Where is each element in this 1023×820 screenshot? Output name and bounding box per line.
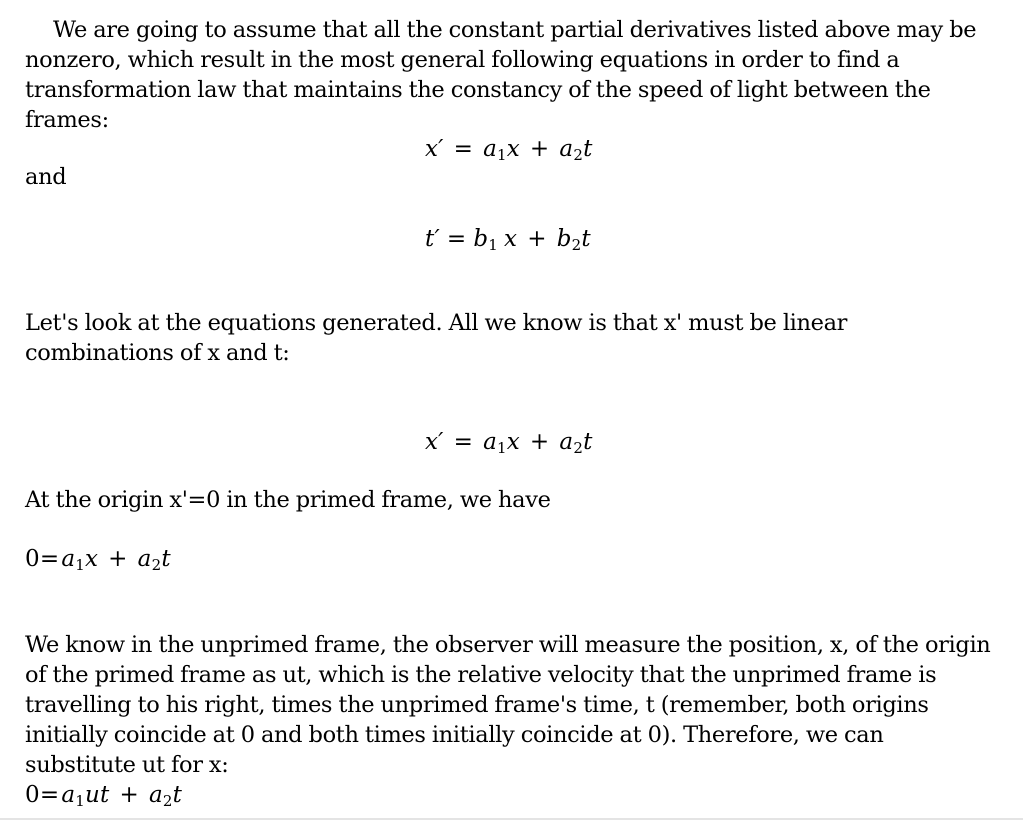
eq-lhs: 0= <box>25 546 60 572</box>
eq-sub: 1 <box>75 792 85 810</box>
eq-coef: a <box>148 782 163 808</box>
eq-coef: b <box>556 226 572 252</box>
eq-plus: + <box>529 136 550 162</box>
eq-coef: a <box>483 136 497 162</box>
equation-x-prime <box>425 134 593 164</box>
eq-equals: = <box>446 226 467 252</box>
origin-paragraph: At the origin x'=0 in the primed frame, we have <box>25 487 551 513</box>
intro-paragraph: We are going to assume that all the constant partial derivatives listed above may be nonzero, which result in the most general following equations in order to find a transformation law that maintains the constancy of the speed of light between the frames: <box>25 17 977 133</box>
eq-lhs: 0= <box>25 782 60 808</box>
eq-sub: 1 <box>497 146 507 164</box>
eq-equals: = <box>453 429 474 455</box>
eq-sub: 1 <box>497 439 507 457</box>
eq-var: ut <box>84 782 110 808</box>
look-paragraph: Let's look at the equations generated. All we know is that x' must be linear combinations of x and t: <box>25 310 848 366</box>
eq-var: x <box>506 136 520 162</box>
eq-sub: 2 <box>573 439 584 457</box>
eq-plus: + <box>108 546 128 572</box>
eq-var: t <box>161 546 171 572</box>
eq-sub: 1 <box>488 236 499 254</box>
unprimed-paragraph: We know in the unprimed frame, the observer will measure the position, x, of the origin of the primed frame as ut, which is the relative velocity that the unprimed frame is travelling to his right, times the unprimed frame's time, t (remember, both origins initially coincide at 0 and both times initially coincide at 0). Therefore, we can substitute ut for x: <box>25 632 991 778</box>
eq-sub: 2 <box>162 792 173 810</box>
eq-coef: b <box>473 226 489 252</box>
eq-var: x <box>84 546 99 572</box>
eq-coef: a <box>559 136 574 162</box>
eq-coef: a <box>483 429 497 455</box>
eq-coef: a <box>61 546 76 572</box>
and-word: and <box>25 164 67 190</box>
eq-plus: + <box>527 226 547 252</box>
eq-coef: a <box>137 546 152 572</box>
eq-var: t <box>583 429 593 455</box>
eq-sub: 2 <box>573 146 584 164</box>
eq-coef: a <box>559 429 574 455</box>
eq-sub: 2 <box>151 556 162 574</box>
eq-lhs: t′ <box>425 226 440 252</box>
eq-coef: a <box>61 782 76 808</box>
eq-equals: = <box>453 136 474 162</box>
eq-sub: 2 <box>571 236 582 254</box>
equation-zero-x <box>25 544 171 574</box>
equation-zero-ut <box>25 780 182 810</box>
eq-var: t <box>583 136 593 162</box>
eq-var: t <box>172 782 183 808</box>
eq-lhs: x′ <box>425 429 444 455</box>
equation-x-prime-repeat <box>425 427 593 457</box>
eq-var: x <box>506 429 520 455</box>
eq-var: t <box>581 226 591 252</box>
eq-plus: + <box>119 782 139 808</box>
eq-lhs: x′ <box>425 136 444 162</box>
eq-sub: 1 <box>75 556 85 574</box>
eq-var: x <box>504 226 518 252</box>
equation-t-prime <box>425 224 591 254</box>
eq-plus: + <box>529 429 550 455</box>
